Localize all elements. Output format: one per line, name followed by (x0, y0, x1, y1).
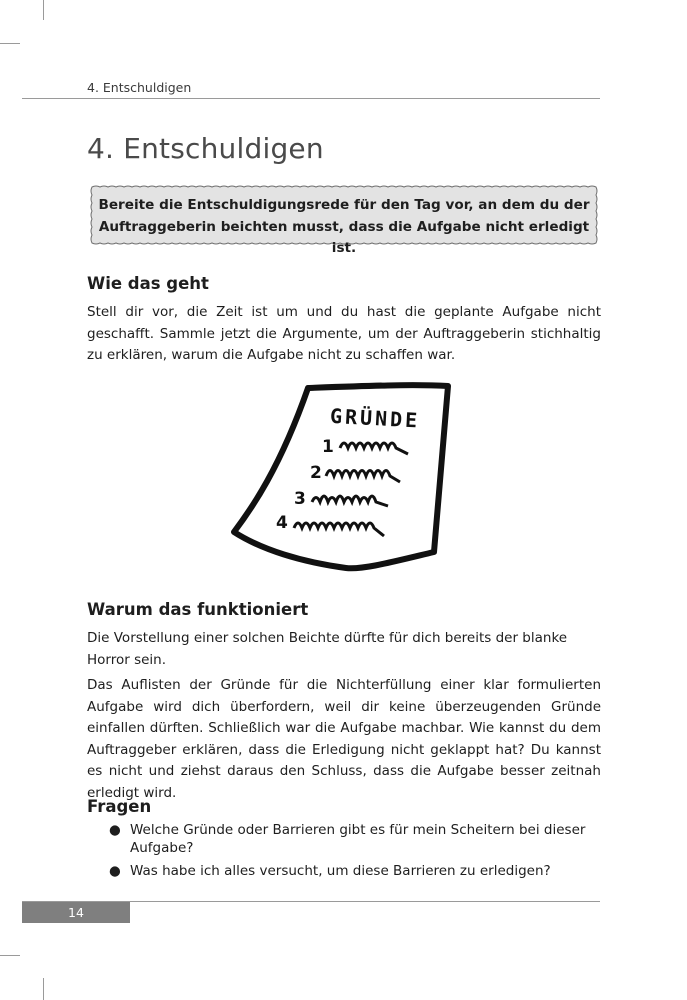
section-heading-questions: Fragen (87, 797, 152, 816)
illustration-item-4: 4 (276, 513, 288, 533)
task-line-1: Bereite die Entschuldigungsrede für den Tag vor, an dem du der (98, 197, 590, 213)
page-number: 14 (68, 905, 84, 920)
bullet-icon: ● (109, 822, 121, 838)
illustration-item-3: 3 (294, 489, 306, 509)
why-paragraph-2: Das Auflisten der Gründe für die Nichterfüllung einer klar formulierten Aufgabe wird dich überfordern, weil dir keine überzeugenden Gründe einfallen dürften. Schließlich war die Aufgabe machbar. Wie kannst du dem Auftraggeber erklären, dass die Erledigung nicht geklappt hat? Du kannst es nicht und ziehst daraus den Schluss, dass die Aufgabe besser zeitnah erledigt wird. (87, 677, 601, 801)
crop-mark-top (43, 0, 44, 20)
crop-mark-bottom (43, 978, 44, 1000)
illustration-title: GRÜNDE (329, 403, 421, 433)
chapter-title: 4. Entschuldigen (87, 132, 324, 165)
page-number-tab (22, 902, 130, 923)
questions-list (87, 822, 601, 887)
reasons-list-illustration (222, 378, 456, 574)
question-text: Was habe ich alles versucht, um diese Barrieren zu erledigen? (130, 863, 551, 879)
illustration-item-1: 1 (322, 437, 334, 457)
how-paragraph: Stell dir vor, die Zeit ist um und du hast die geplante Aufgabe nicht geschafft. Sammle jetzt die Argumente, um der Auftraggeberin stichhaltig zu erklären, warum die Aufgabe nicht zu schaffen war. (87, 304, 601, 364)
task-line-2: Auftraggeberin beichten musst, dass die Aufgabe nicht erledigt ist. (98, 218, 590, 256)
crop-mark-top-left (0, 43, 20, 44)
section-heading-why: Warum das funktioniert (87, 600, 309, 619)
section-heading-how: Wie das geht (87, 274, 209, 293)
crop-mark-bottom-left (0, 955, 20, 956)
header-rule (22, 98, 600, 99)
illustration-item-2: 2 (310, 463, 322, 483)
list-item (87, 863, 601, 881)
list-item (87, 822, 601, 857)
bullet-icon: ● (109, 863, 121, 879)
task-text (87, 195, 601, 260)
task-box (87, 182, 601, 256)
running-head: 4. Entschuldigen (87, 80, 192, 95)
question-text: Welche Gründe oder Barrieren gibt es für mein Scheitern bei dieser Aufgabe? (130, 822, 586, 856)
why-paragraph-1: Die Vorstellung einer solchen Beichte dürfte für dich bereits der blanke Horror sein. (87, 630, 568, 668)
